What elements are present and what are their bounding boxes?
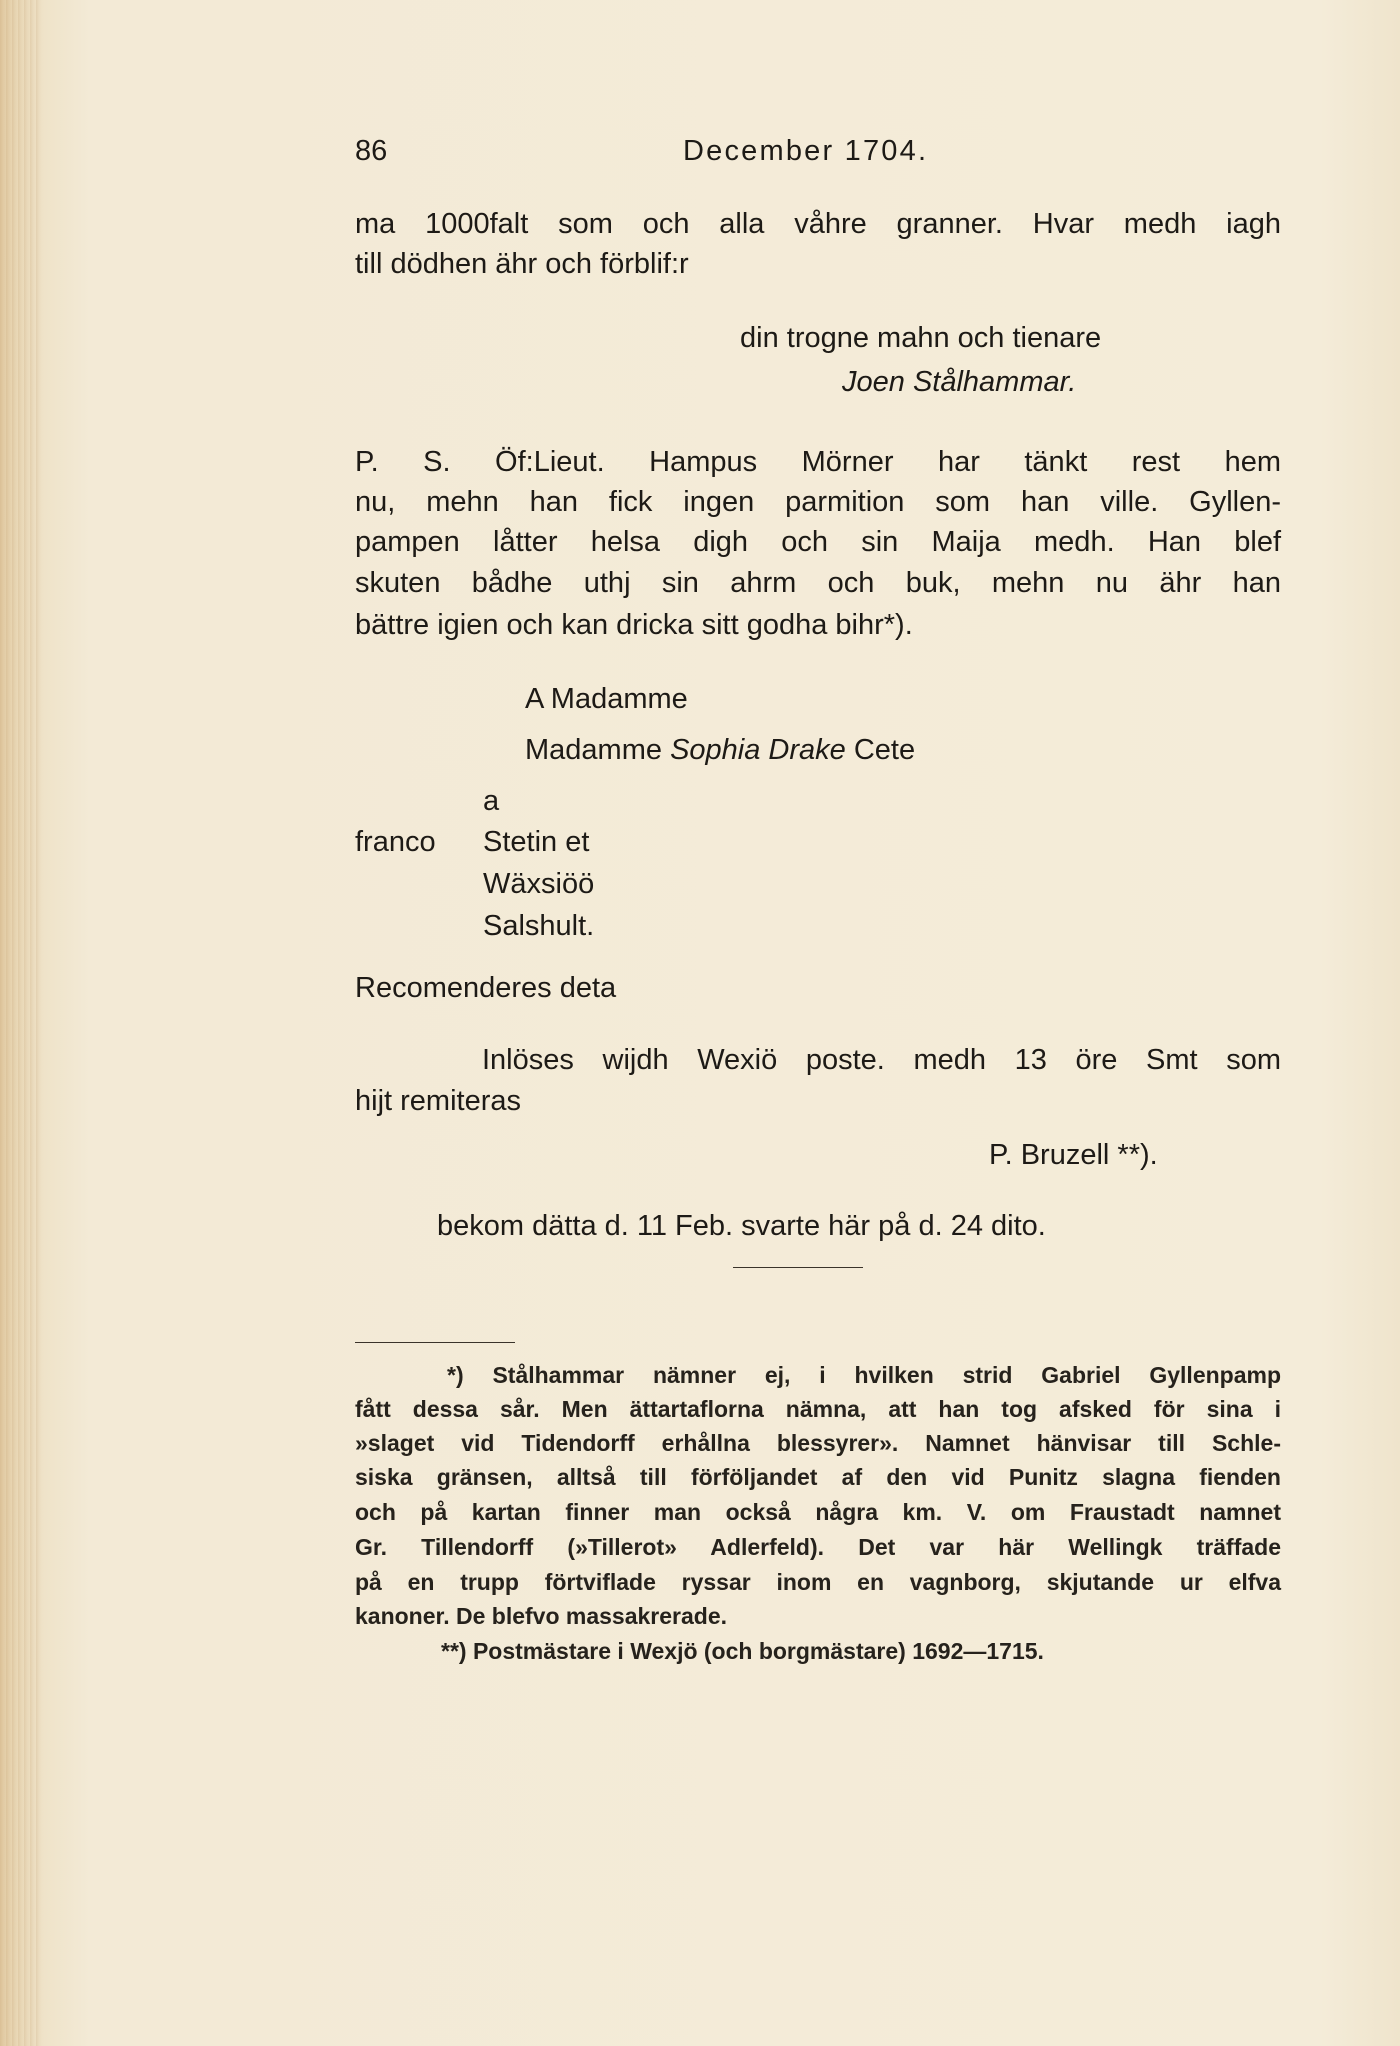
address-line-2 xyxy=(525,732,915,768)
footnote-divider xyxy=(355,1342,515,1343)
running-title: December 1704. xyxy=(683,135,929,167)
address-a: a xyxy=(483,785,500,817)
footnote-1-line: kanoner. De blefvo massakrerade. xyxy=(355,1603,728,1629)
letter-line-1: ma 1000falt som och alla våhre granner. Hvar medh iagh xyxy=(355,208,1281,240)
page-number: 86 xyxy=(355,135,388,167)
address-place-1: Stetin et xyxy=(483,826,590,858)
footnote-1-line: *) Stålhammar nämner ej, i hvilken strid Gabriel Gyllenpamp xyxy=(447,1362,1281,1388)
postscript-line: bättre igien och kan dricka sitt godha bihr*). xyxy=(355,609,913,641)
postscript-line: nu, mehn han fick ingen parmition som han ville. Gyllen- xyxy=(355,486,1281,518)
address-place-2: Wäxsiöö xyxy=(483,868,595,900)
address-franco: franco xyxy=(355,826,436,858)
address-title: Madamme xyxy=(525,734,662,766)
letter-signature: Joen Stålhammar. xyxy=(842,366,1077,398)
address-suffix: Cete xyxy=(853,734,916,766)
letter-closing: din trogne mahn och tienare xyxy=(740,322,1102,354)
footnote-1-line: fått dessa sår. Men ättartaflorna nämna, att han tog afsked för sina i xyxy=(355,1396,1281,1422)
footnote-2: **) Postmästare i Wexjö (och borgmästare) 1692—1715. xyxy=(441,1638,1044,1664)
page-binding-edge xyxy=(0,0,42,2046)
footnote-1-line: siska gränsen, alltså till förföljandet af den vid Punitz slagna fienden xyxy=(355,1464,1281,1490)
address-place-3: Salshult. xyxy=(483,910,595,942)
address-recipient-name: Sophia Drake xyxy=(670,734,846,766)
section-divider xyxy=(733,1267,863,1268)
footnote-1-line: »slaget vid Tidendorff erhållna blessyrer». Namnet hänvisar till Schle- xyxy=(355,1430,1281,1456)
received-note: bekom dätta d. 11 Feb. svarte här på d. 24 dito. xyxy=(437,1210,1046,1242)
postscript-line: skuten bådhe uthj sin ahrm och buk, mehn nu ähr han xyxy=(355,567,1281,599)
postscript-line: pampen låtter helsa digh och sin Maija medh. Han blef xyxy=(355,526,1281,558)
address-line-1: A Madamme xyxy=(525,683,688,715)
letter-line-2: till dödhen ähr och förblif:r xyxy=(355,248,689,280)
footnote-1-line: och på kartan finner man också några km. V. om Fraustadt namnet xyxy=(355,1499,1281,1525)
postal-signature: P. Bruzell **). xyxy=(989,1139,1158,1171)
postal-line-2: hijt remiteras xyxy=(355,1085,521,1117)
address-recommend: Recomenderes deta xyxy=(355,972,617,1004)
footnote-1-line: Gr. Tillendorff (»Tillerot» Adlerfeld). Det var här Wellingk träffade xyxy=(355,1534,1281,1560)
postal-line-1: Inlöses wijdh Wexiö poste. medh 13 öre Smt som xyxy=(482,1044,1281,1076)
postscript-line: P. S. Öf:Lieut. Hampus Mörner har tänkt rest hem xyxy=(355,446,1281,478)
footnote-1-line: på en trupp förtviflade ryssar inom en vagnborg, skjutande ur elfva xyxy=(355,1569,1281,1595)
